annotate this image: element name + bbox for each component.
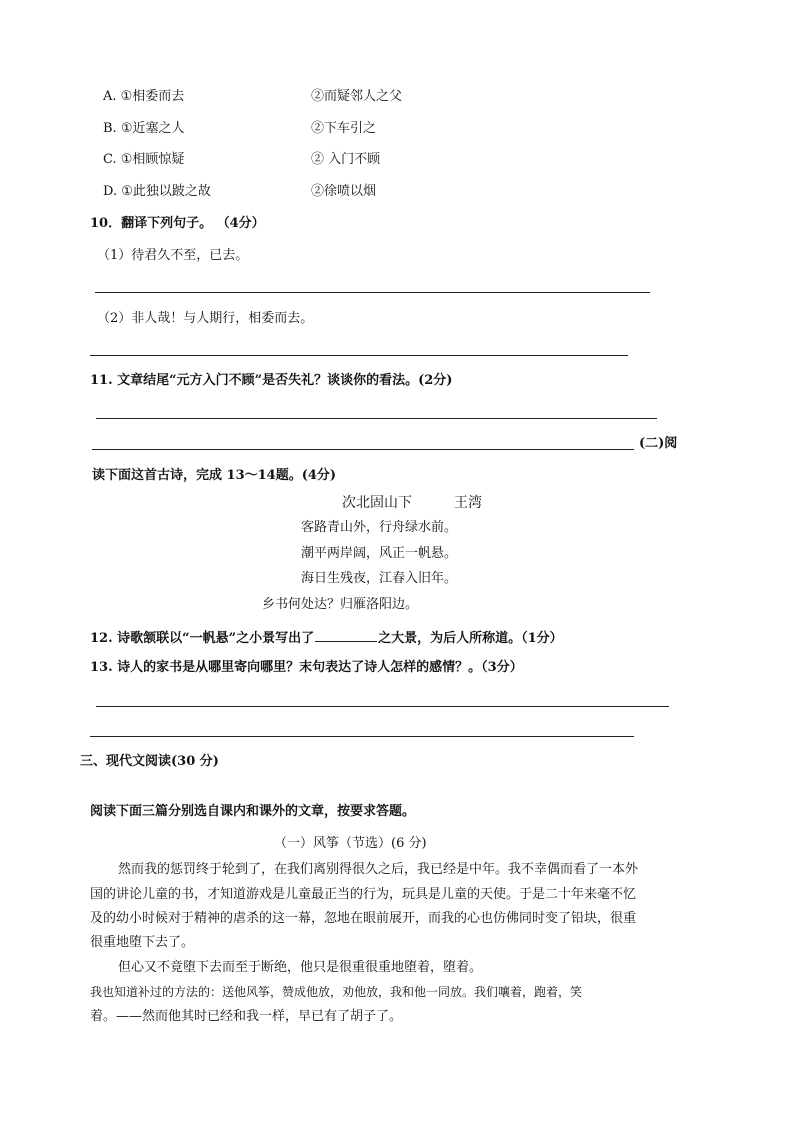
poem-line-4: 乡书何处达？归雁洛阳边。: [262, 597, 419, 612]
passage-p3-line-1: 我也知道补过的方法的：送他风筝，赞成他放，劝他放，我和他一同放。我们嚷着，跑着，笑: [90, 985, 583, 999]
poem-instruction: 读下面这首古诗，完成 13～14题。(4分): [92, 468, 337, 483]
q12-question: [90, 629, 563, 645]
answer-line: [95, 292, 650, 293]
q9-option-b-right: ②下车引之: [311, 121, 377, 136]
q13-question: 13. 诗人的家书是从哪里寄向哪里？末句表达了诗人怎样的感情？。（3分）: [90, 660, 523, 675]
section-3-heading: 三、现代文阅读(30 分): [80, 754, 219, 769]
passage-title: （一）风筝（节选）(6 分): [274, 836, 427, 851]
poem-line-1: 客路青山外，行舟绿水前。: [301, 520, 458, 535]
answer-line: [90, 736, 634, 737]
q9-option-a-right: ②而疑邻人之父: [311, 89, 403, 104]
passage-p1-line-1: 然而我的惩罚终于轮到了，在我们离别得很久之后，我已经是中年。我不幸偶而看了一本外: [118, 862, 639, 877]
passage-p2: 但心又不竟堕下去而至于断绝，他只是很重很重地堕着，堕着。: [118, 960, 483, 975]
answer-line: [90, 355, 628, 356]
answer-line: [92, 449, 634, 450]
q12-blank[interactable]: [315, 629, 377, 642]
poem-title: 次北固山下: [342, 495, 412, 511]
passage-p3-line-2: 着。——然而他其时已经和我一样，早已有了胡子了。: [90, 1009, 403, 1024]
poem-line-3: 海日生残夜，江春入旧年。: [301, 571, 458, 586]
q9-option-c-left: C. ①相顾惊疑: [103, 152, 185, 167]
q11-title: 11. 文章结尾“元方入门不顾”是否失礼？谈谈你的看法。(2分): [90, 373, 453, 388]
q9-option-d-left: D. ①此独以跛之故: [103, 184, 211, 199]
q12-text-before: 12. 诗歌颔联以“一帆悬”之小景写出了: [90, 631, 315, 646]
q9-option-c-right: ② 入门不顾: [311, 152, 381, 167]
answer-line: [96, 706, 669, 707]
poem-author: 王湾: [454, 495, 482, 511]
poem-line-2: 潮平两岸阔，风正一帆悬。: [301, 546, 458, 561]
passage-p1-line-2: 国的讲论儿童的书，才知道游戏是儿童最正当的行为，玩具是儿童的天使。于是二十年来毫不忆: [90, 887, 637, 902]
passage-p1-line-4: 很重地堕下去了。: [90, 935, 195, 950]
q10-title: 10．翻译下列句子。 （4分）: [90, 216, 265, 231]
answer-line: [96, 418, 657, 419]
q10-sentence-2: （2）非人哉！与人期行，相委而去。: [97, 311, 314, 326]
q9-option-b-left: B. ①近塞之人: [103, 121, 185, 136]
q10-sentence-1: （1）待君久不至，已去。: [97, 248, 249, 263]
section-label-2: (二)阅: [639, 436, 678, 451]
q12-text-after: 之大景，为后人所称道。（1分）: [378, 631, 563, 646]
q9-option-a-left: A. ①相委而去: [103, 89, 185, 104]
q9-option-d-right: ②徐喷以烟: [311, 184, 377, 199]
passage-p1-line-3: 及的幼小时候对于精神的虐杀的这一幕，忽地在眼前展开，而我的心也仿佛同时变了铅块，很重: [90, 911, 637, 926]
section-3-instruction: 阅读下面三篇分别选自课内和课外的文章，按要求答题。: [90, 804, 416, 819]
